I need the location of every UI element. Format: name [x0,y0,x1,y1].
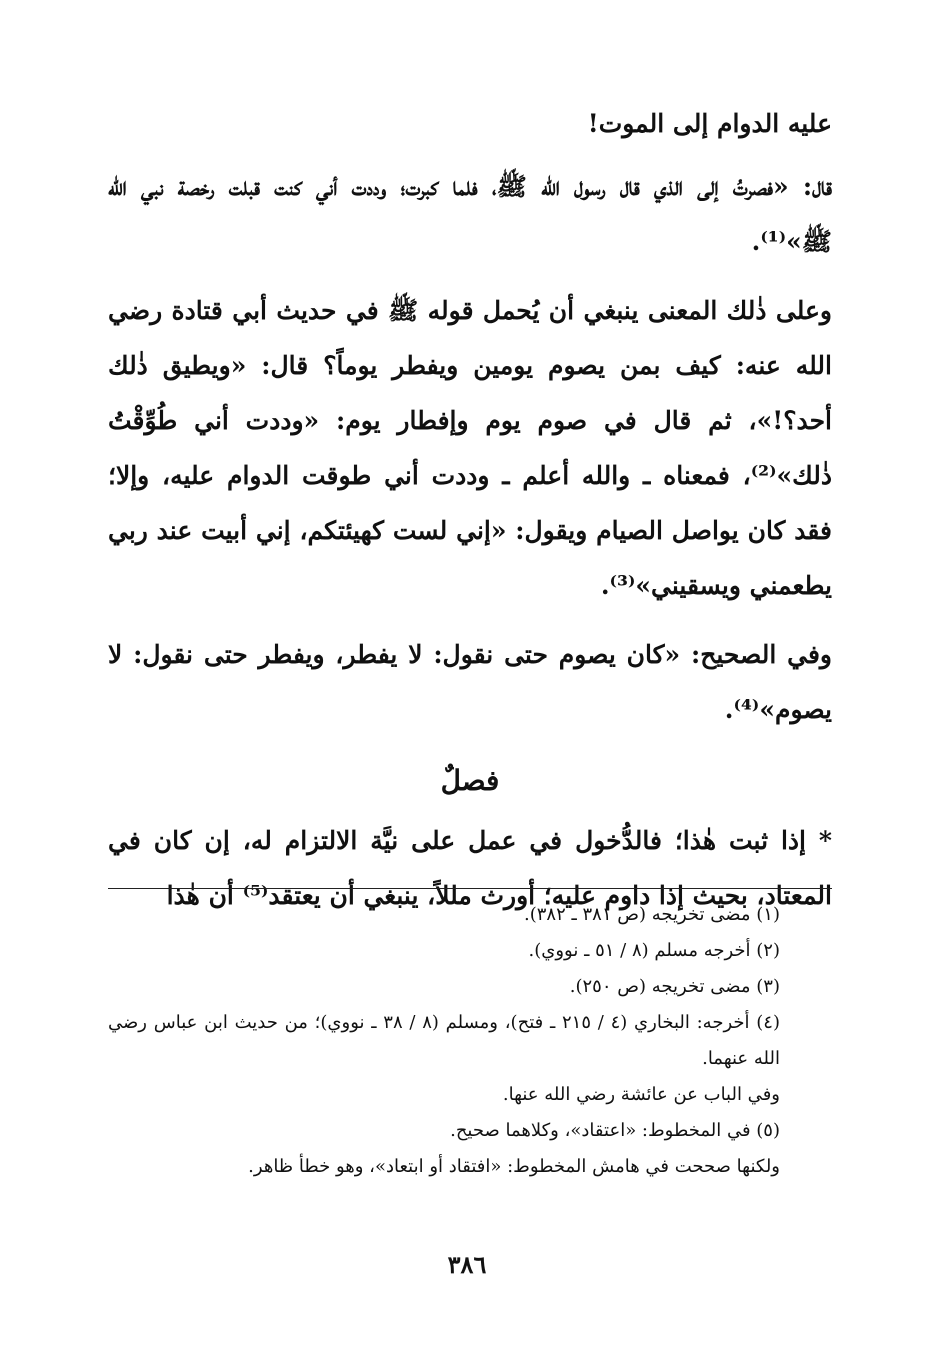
paragraph-1: عليه الدوام إلى الموت! [587,109,832,138]
footnote-3: (٣) مضى تخريجه (ص ٢٥٠). [569,976,780,997]
paragraph-4: وفي الصحيح: «كان يصوم حتى نقول: لا يفطر، ويفطر حتى نقول: لا يصوم»⁽⁴⁾. [108,640,832,724]
footnote-divider [108,888,832,889]
footnote-5: (٥) في المخطوط: «اعتقاد»، وكلاهما صحيح. [450,1120,780,1141]
footnotes [108,897,832,1185]
footnote-2: (٢) أخرجه مسلم (٨ / ٥١ ـ نووي). [528,940,780,961]
paragraph-3: وعلى ذٰلك المعنى ينبغي أن يُحمل قوله ﷺ في حديث أبي قتادة رضي الله عنه: كيف بمن يصوم يومين ويفطر يوماً؟ قال: «ويطيق ذٰلك أحد؟!»، ثم قال في صوم يوم وإفطار يوم: «وددت أني طُوِّقْتُ ذٰلك»⁽²⁾، فمعناه ـ والله أعلم ـ وددت أني طوقت الدوام عليه، وإلا؛ فقد كان يواصل الصيام ويقول: «إني لست كهيئتكم، إني أبيت عند ربي يطعمني ويسقيني»⁽³⁾. [108,296,832,600]
footnote-5-continuation: ولكنها صححت في هامش المخطوط: «افتقاد أو ابتعاد»، وهو خطأ ظاهر. [248,1156,780,1177]
paragraph-5: * إذا ثبت هٰذا؛ فالدُّخول في عمل على نيَّة الالتزام له، إن كان في المعتاد، بحيث إذا داوم عليه؛ أورث مللاً، ينبغي أن يعتقد⁽⁵⁾ أن هٰذا [108,826,832,910]
footnote-1: (١) مضى تخريجه (ص ٣٨١ ـ ٣٨٢). [524,904,780,925]
section-heading: فصلٌ [440,764,500,797]
main-text [108,96,832,923]
footnote-4: (٤) أخرجه: البخاري (٤ / ٢١٥ ـ فتح)، ومسلم (٨ / ٣٨ ـ نووي)؛ من حديث ابن عباس رضي الله عنهما. [108,1012,780,1069]
page-number: ٣٨٦ [447,1250,487,1279]
paragraph-2: قال: «فصرتُ إلى الذي قال رسول الله ﷺ، فلما كبرت؛ وددت أني كنت قبلت رخصة نبي الله ﷺ»⁽¹⁾. [108,172,832,256]
footnote-4-continuation: وفي الباب عن عائشة رضي الله عنها. [502,1084,780,1105]
